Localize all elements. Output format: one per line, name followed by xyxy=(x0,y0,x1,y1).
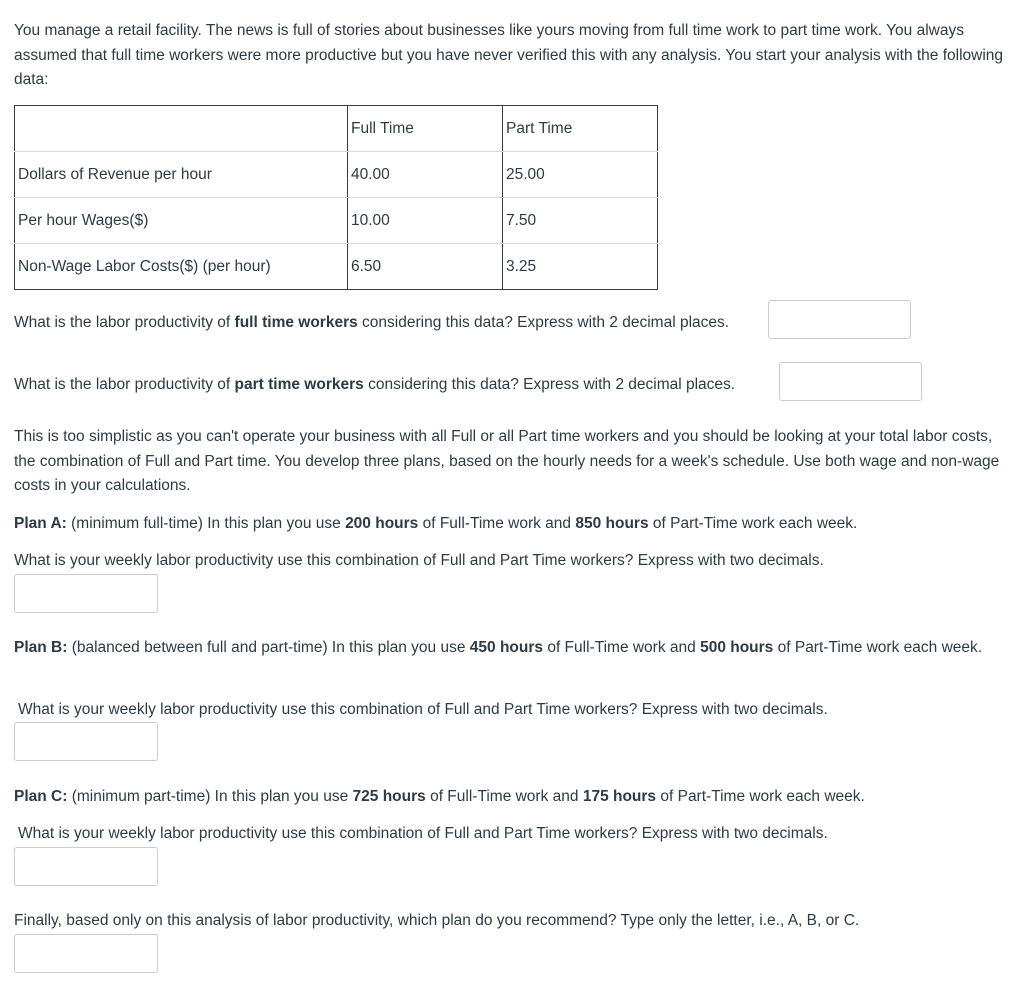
plan-a-question: What is your weekly labor productivity use this combination of Full and Part Time workers? Express with two decimals. xyxy=(14,552,824,569)
answer-input-plan-b[interactable] xyxy=(14,722,158,761)
header-cell-part-time: Part Time xyxy=(503,106,658,152)
cell-full-time: 10.00 xyxy=(348,198,503,244)
plan-c-description: Plan C: (minimum part-time) In this plan you use 725 hours of Full-Time work and 175 hours of Part-Time work each week. xyxy=(14,788,865,805)
question-full-time: What is the labor productivity of full time workers considering this data? Express with 2 decimal places. xyxy=(14,314,730,331)
row-label: Dollars of Revenue per hour xyxy=(15,152,348,198)
row-label: Non-Wage Labor Costs($) (per hour) xyxy=(15,244,348,290)
answer-input-plan-a[interactable] xyxy=(14,574,158,613)
table-header-row xyxy=(15,106,658,152)
intro-paragraph: You manage a retail facility. The news is full of stories about businesses like yours moving from full time work to part time work. You always assumed that full time workers were more productive but you have never verified this with any analysis. You start your analysis with the following data: xyxy=(14,22,1004,88)
cell-full-time: 6.50 xyxy=(348,244,503,290)
plan-a-description: Plan A: (minimum full-time) In this plan you use 200 hours of Full-Time work and 850 hours of Part-Time work each week. xyxy=(14,515,858,532)
cell-part-time: 3.25 xyxy=(506,257,537,275)
final-question: Finally, based only on this analysis of labor productivity, which plan do you recommend? Type only the letter, i.e., A, B, or C. xyxy=(14,912,860,929)
answer-input-plan-c[interactable] xyxy=(14,847,158,886)
question-part-time: What is the labor productivity of part time workers considering this data? Express with 2 decimal places. xyxy=(14,376,736,393)
header-cell-full-time: Full Time xyxy=(348,106,503,152)
answer-input-part-time[interactable] xyxy=(779,362,922,401)
cell-full-time: 40.00 xyxy=(348,152,503,198)
context-paragraph: This is too simplistic as you can't operate your business with all Full or all Part time workers and you should be looking at your total labor costs, the combination of Full and Part time. You develop three plans, based on the hourly needs for a week's schedule. Use both wage and non-wage costs in your calculations. xyxy=(14,428,1000,494)
plan-b-question: What is your weekly labor productivity use this combination of Full and Part Time workers? Express with two decimals. xyxy=(18,701,828,718)
plan-c-question: What is your weekly labor productivity use this combination of Full and Part Time workers? Express with two decimals. xyxy=(18,825,828,842)
table-row-revenue xyxy=(15,152,658,198)
header-cell-empty xyxy=(15,106,348,152)
row-label: Per hour Wages($) xyxy=(15,198,348,244)
answer-input-full-time[interactable] xyxy=(768,300,911,339)
cell-part-time: 7.50 xyxy=(503,198,658,244)
data-table xyxy=(14,105,658,290)
answer-input-recommendation[interactable] xyxy=(14,934,158,973)
table-row-nonwage xyxy=(15,244,658,290)
cell-part-time: 25.00 xyxy=(503,152,658,198)
table-row-wages xyxy=(15,198,658,244)
plan-b-description: Plan B: (balanced between full and part-time) In this plan you use 450 hours of Full-Time work and 500 hours of Part-Time work each week. xyxy=(14,639,983,656)
